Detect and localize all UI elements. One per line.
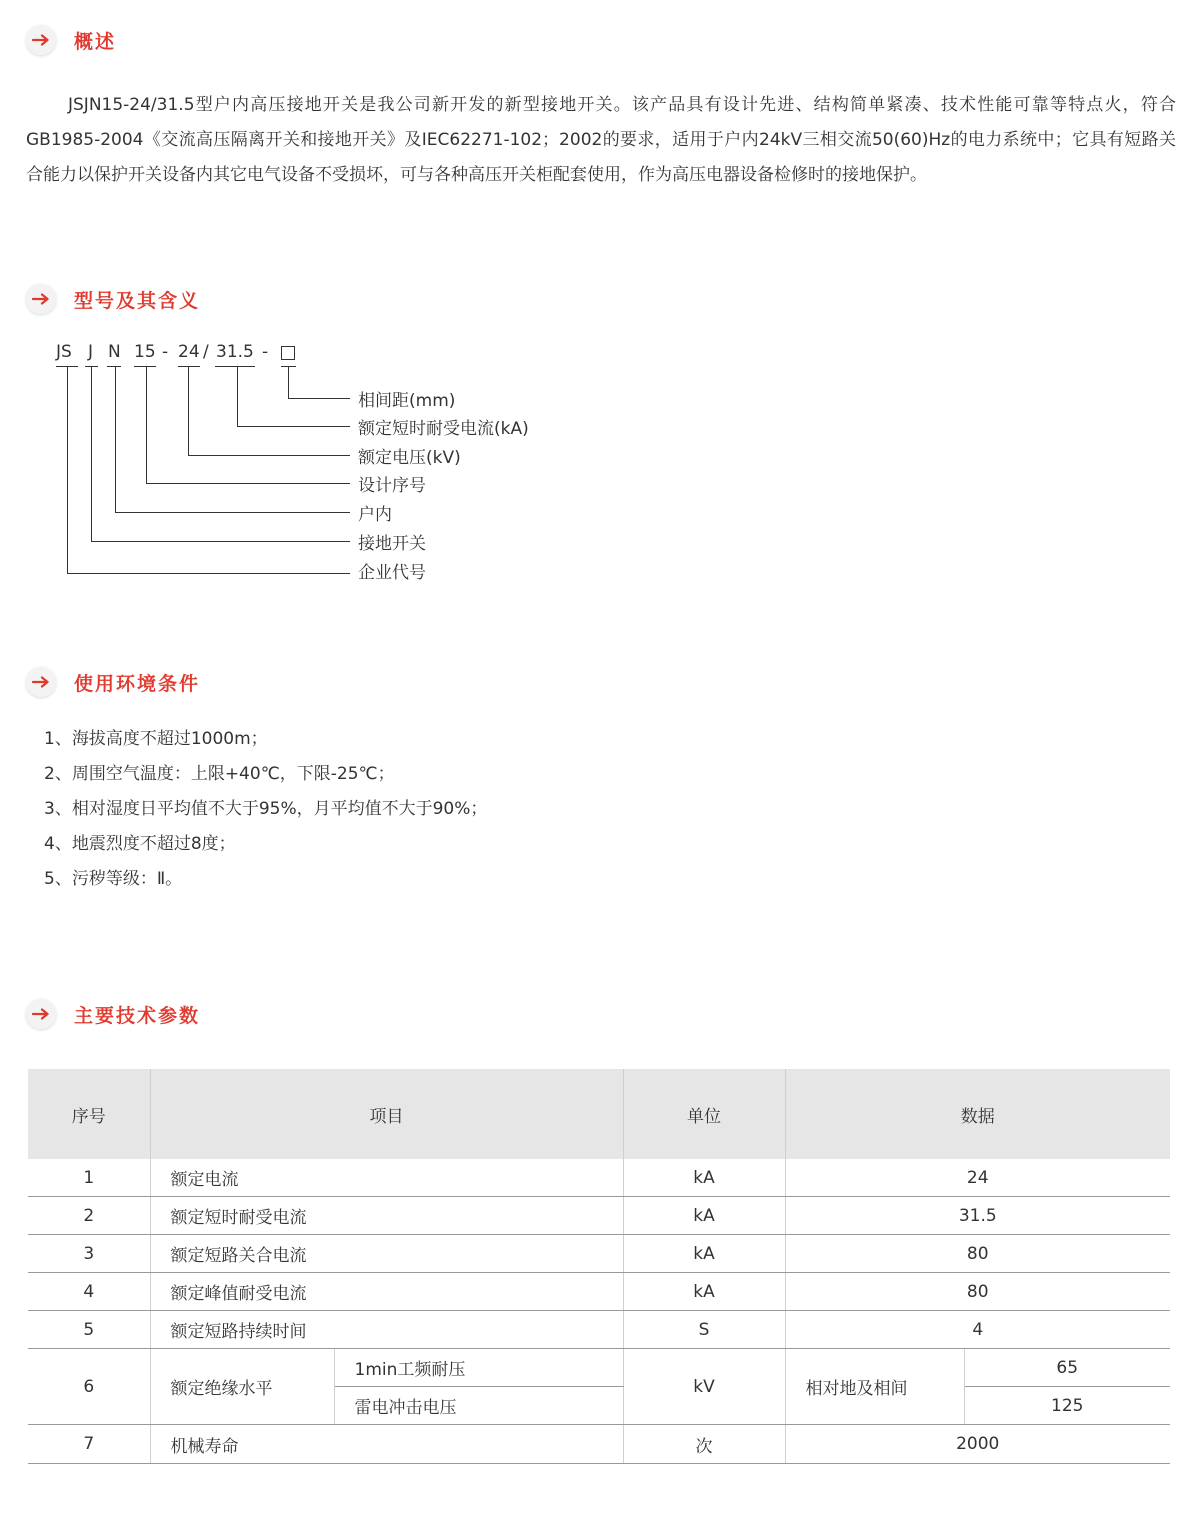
cell-value: 80 — [785, 1273, 1170, 1311]
model-connector — [91, 366, 92, 541]
model-desc: 户内 — [358, 505, 392, 525]
model-tick — [178, 366, 200, 367]
model-code-24: 24 — [178, 342, 200, 362]
section-title: 型号及其含义 — [74, 289, 201, 312]
model-code-dash: - — [262, 342, 269, 362]
model-tick — [134, 366, 156, 367]
cell-no: 2 — [28, 1197, 150, 1235]
model-connector — [288, 366, 289, 398]
cell-unit: kV — [623, 1349, 785, 1425]
cell-condition: 相对地及相间 — [785, 1349, 964, 1425]
table-row — [28, 1235, 1170, 1273]
header-value: 数据 — [785, 1069, 1170, 1159]
section-header-tech — [26, 997, 200, 1031]
model-connector — [146, 366, 147, 483]
cell-value: 24 — [785, 1159, 1170, 1197]
model-code-15: 15 — [134, 342, 156, 362]
model-tick — [215, 366, 255, 367]
cell-item: 额定峰值耐受电流 — [150, 1273, 623, 1311]
cell-item: 额定短路关合电流 — [150, 1235, 623, 1273]
model-connector — [237, 366, 238, 426]
cell-item: 额定电流 — [150, 1159, 623, 1197]
model-desc: 相间距(mm) — [358, 391, 456, 411]
model-connector — [188, 366, 189, 455]
table-row — [28, 1425, 1170, 1464]
cell-unit: kA — [623, 1273, 785, 1311]
model-code-31-5: 31.5 — [216, 342, 254, 362]
model-code-j: J — [88, 342, 94, 362]
section-header-environment — [26, 665, 200, 699]
model-code-js: JS — [56, 342, 72, 362]
model-code-dash: - — [162, 342, 169, 362]
cell-unit: kA — [623, 1197, 785, 1235]
cell-no: 3 — [28, 1235, 150, 1273]
list-item: 2、周围空气温度：上限+40℃，下限-25℃； — [44, 764, 395, 784]
cell-unit: S — [623, 1311, 785, 1349]
header-no: 序号 — [28, 1069, 150, 1159]
cell-value: 65 — [964, 1349, 1170, 1387]
cell-no: 6 — [28, 1349, 150, 1425]
overview-paragraph: JSJN15-24/31.5型户内高压接地开关是我公司新开发的新型接地开关。该产品具有设计先进、结构简单紧凑、技术性能可靠等特点火，符合GB1985-2004《交流高压隔离开关和接地开关》及IEC62271-102；2002的要求，适用于户内24kV三相交流50(60)Hz的电力系统中；它具有短路关合能力以保护开关设备内其它电气设备不受损坏，可与各种高压开关柜配套使用，作为高压电器设备检修时的接地保护。 — [26, 95, 1176, 185]
table-row — [28, 1311, 1170, 1349]
model-diagram — [0, 330, 700, 590]
cell-no: 7 — [28, 1425, 150, 1464]
model-connector — [188, 455, 350, 456]
cell-subitem: 1min工频耐压 — [334, 1349, 623, 1387]
table-row — [28, 1197, 1170, 1235]
cell-value: 125 — [964, 1387, 1170, 1425]
model-connector — [237, 426, 350, 427]
overview-text — [26, 88, 1176, 193]
cell-subitem: 雷电冲击电压 — [334, 1387, 623, 1425]
cell-unit: 次 — [623, 1425, 785, 1464]
cell-value: 31.5 — [785, 1197, 1170, 1235]
model-desc: 接地开关 — [358, 534, 426, 554]
header-item: 项目 — [150, 1069, 623, 1159]
model-desc: 企业代号 — [358, 563, 426, 583]
table-row — [28, 1349, 1170, 1387]
cell-item: 额定绝缘水平 — [150, 1349, 334, 1425]
section-title: 概述 — [74, 30, 117, 53]
list-item: 5、污秽等级：Ⅱ。 — [44, 869, 183, 889]
model-connector — [67, 366, 68, 573]
list-item: 4、地震烈度不超过8度； — [44, 834, 236, 854]
model-desc: 设计序号 — [358, 476, 426, 496]
model-tick — [107, 366, 121, 367]
table-row — [28, 1159, 1170, 1197]
model-desc: 额定电压(kV) — [358, 448, 461, 468]
cell-value: 80 — [785, 1235, 1170, 1273]
model-code-placeholder-box — [281, 346, 295, 360]
model-connector — [67, 573, 350, 574]
section-title: 使用环境条件 — [74, 672, 201, 695]
list-item: 1、海拔高度不超过1000m； — [44, 729, 268, 749]
cell-no: 5 — [28, 1311, 150, 1349]
model-code-n: N — [108, 342, 121, 362]
model-desc: 额定短时耐受电流(kA) — [358, 419, 529, 439]
table-row — [28, 1273, 1170, 1311]
cell-unit: kA — [623, 1159, 785, 1197]
model-connector — [115, 512, 350, 513]
model-code-slash: / — [203, 342, 209, 362]
arrow-right-icon — [26, 25, 56, 55]
section-header-overview — [26, 23, 116, 57]
section-header-model — [26, 282, 200, 316]
cell-item: 机械寿命 — [150, 1425, 623, 1464]
cell-no: 1 — [28, 1159, 150, 1197]
arrow-right-icon — [26, 284, 56, 314]
table-header-row — [28, 1069, 1170, 1159]
header-unit: 单位 — [623, 1069, 785, 1159]
arrow-right-icon — [26, 667, 56, 697]
model-connector — [91, 541, 350, 542]
cell-value: 2000 — [785, 1425, 1170, 1464]
model-connector — [288, 398, 350, 399]
cell-unit: kA — [623, 1235, 785, 1273]
model-connector — [146, 483, 350, 484]
cell-item: 额定短时耐受电流 — [150, 1197, 623, 1235]
tech-params-table — [28, 1069, 1170, 1464]
model-connector — [115, 366, 116, 512]
section-title: 主要技术参数 — [74, 1004, 201, 1027]
conditions-list — [44, 722, 487, 897]
arrow-right-icon — [26, 999, 56, 1029]
cell-value: 4 — [785, 1311, 1170, 1349]
list-item: 3、相对湿度日平均值不大于95%，月平均值不大于90%； — [44, 799, 488, 819]
cell-no: 4 — [28, 1273, 150, 1311]
cell-item: 额定短路持续时间 — [150, 1311, 623, 1349]
